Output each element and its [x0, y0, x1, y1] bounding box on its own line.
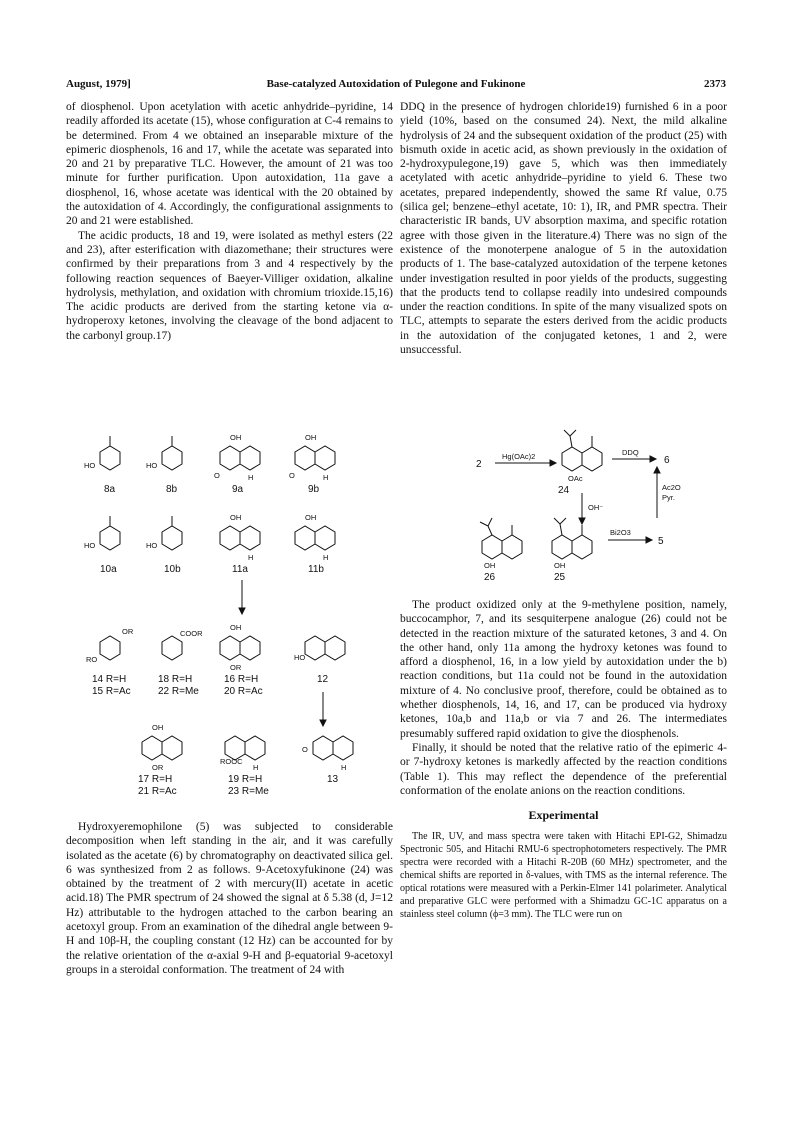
structure-label: 18 R=H [158, 674, 193, 685]
structure-label: 8b [166, 484, 178, 495]
atom-label: OH [230, 623, 242, 632]
structure-label: 23 R=Me [228, 786, 269, 797]
structure-label: 15 R=Ac [92, 686, 131, 697]
paragraph: Hydroxyeremophilone (5) was subjected to considerable decomposition when left standing in the air, and it was carefully isolated as the acetate (6) by chromatography on deactivated silica gel. 6 was synthesized from 2 as follows. 9-Acetoxyfukinone (24) was obtained by the treatment of 2 with mercury(II) acetate in acetic acid.18) The PMR spectrum of 24 showed the signal at δ 5.38 (d, J=12 Hz) attributable to the hydrogen attached to the carbon bearing an acetoxyl group. From an examination of the dihedral angle between 9-H and 10β-H, the coupling constant (12 Hz) can be accounted for by the relative orientation of the α-axial 9-H and β-equatorial 9-acetoxyl groups in a steroidal conformation. The treatment of 24 with [66, 821, 393, 976]
atom-label: OR [230, 663, 242, 672]
structure-label: 9b [308, 484, 320, 495]
structure-label: 10b [164, 564, 181, 575]
right-column-top [400, 100, 727, 357]
label-oh: OH [484, 561, 496, 570]
scheme-start: 2 [476, 459, 482, 470]
structure-label: 20 R=Ac [224, 686, 263, 697]
structure-label: 22 R=Me [158, 686, 199, 697]
atom-label: HO [294, 653, 306, 662]
paragraph: of diosphenol. Upon acetylation with acetic anhydride–pyridine, 14 readily afforded its acetate (15), whose configuration at C-4 remains to be determined. From 4 we obtained an inseparable mixture of the epimeric diosphenols, 16 and 17, while the acetate was separated into 20 and 21 by preparative TLC. However, the amount of 21 was too minute for further purification. Upon autoxidation, 11a gave a diosphenol, 16, whose acetate was identical with the 20 obtained by the autoxidation of 4. Accordingly, the configurational assignments to 20 and 21 were established. [66, 101, 393, 228]
section-heading: Experimental [528, 808, 599, 823]
atom-label: ROOC [220, 757, 243, 766]
structures-figure [80, 430, 400, 815]
reagent-ddq: DDQ [622, 448, 639, 457]
structure-label: 14 R=H [92, 674, 127, 685]
compound-5-label: 5 [658, 536, 664, 547]
left-column-bottom [66, 820, 393, 977]
atom-label: OR [122, 627, 134, 636]
reagent-oh: OH⁻ [588, 503, 604, 512]
reaction-scheme [470, 418, 730, 588]
paragraph: The product oxidized only at the 9-methylene position, namely, buccocamphor, 7, and its sesquiterpene analogue (26) could not be detected in the reaction mixture of the saturated ketones, 3 and 4. On the other hand, only 11a among the hydroxy ketones was found to afford a diosphenol, 16, in a low yield by autoxidation under the b) reaction conditions, but 11a could not be found in the autoxidation mixture of 4. No conclusive proof, therefore, could be obtained as to whether diosphenols, 14, 16, and 17, can be produced via hydroxy ketones, 10a,b and 11a,b or via 7 and 26. The intermediates presumably suffered rapid oxidation to give the diosphenols. [400, 599, 727, 740]
atom-label: COOR [180, 629, 203, 638]
structure-label: 11a [232, 564, 248, 575]
structure-label: 17 R=H [138, 774, 173, 785]
atom-label: O [289, 471, 295, 480]
atom-label: H [323, 553, 329, 562]
atom-label: O [214, 471, 220, 480]
structure-label: 11b [308, 564, 324, 575]
atom-label: H [341, 763, 347, 772]
atom-label: OH [152, 723, 164, 732]
structures-svg [80, 430, 400, 815]
right-column-bottom [400, 598, 727, 921]
atom-label: OH [230, 513, 242, 522]
reagent-ac2o: Ac2O [662, 483, 681, 492]
atom-label: H [253, 763, 259, 772]
compound-24-label: 24 [558, 485, 570, 496]
scheme-svg [470, 418, 730, 588]
structure-label: 13 [327, 774, 339, 785]
atom-label: OH [230, 433, 242, 442]
header-title: Base-catalyzed Autoxidation of Pulegone and Fukinone [266, 78, 526, 90]
atom-label: HO [84, 541, 96, 550]
atom-label: HO [84, 461, 96, 470]
structure-label: 16 R=H [224, 674, 259, 685]
label-oh: OH [554, 561, 566, 570]
atom-label: O [302, 745, 308, 754]
atom-label: H [248, 473, 254, 482]
atom-label: HO [146, 541, 158, 550]
page-number: 2373 [704, 78, 726, 90]
reagent-pyr: Pyr. [662, 493, 675, 502]
left-column-top [66, 100, 393, 343]
atom-label: H [323, 473, 329, 482]
atom-label: HO [146, 461, 158, 470]
atom-label: OR [152, 763, 164, 772]
structure-label: 12 [317, 674, 329, 685]
compound-6-label: 6 [664, 455, 670, 466]
experimental-text: The IR, UV, and mass spectra were taken with Hitachi EPI-G2, Shimadzu Spectronic 505, and Hitachi RMU-6 spectrophotometers respectively. The PMR spectra were recorded with a Hitachi R-20B (60 MHz) spectrometer, and the chemical shifts are reported in δ-values, with TMS as the internal reference. The optical rotations were measured with a Perkin-Elmer 141 polarimeter. Analytical and preparative GLC were performed with a Shimadzu GC-1C apparatus on a stainless steel column (ϕ=3 mm). The TLC were run on [400, 831, 727, 921]
atom-label: OH [305, 433, 317, 442]
structure-label: 21 R=Ac [138, 786, 177, 797]
structure-label: 10a [100, 564, 117, 575]
reagent-bi2o3: Bi2O3 [610, 528, 631, 537]
label-oac: OAc [568, 474, 583, 483]
atom-label: H [248, 553, 254, 562]
running-header [66, 78, 726, 94]
header-date: August, 1979] [66, 78, 131, 90]
compound-25-label: 25 [554, 572, 566, 583]
atom-label: RO [86, 655, 98, 664]
atom-label: OH [305, 513, 317, 522]
paragraph: Finally, it should be noted that the relative ratio of the epimeric 4- or 7-hydroxy ketones is markedly affected by the reaction conditions (Table 1). This may reflect the dependence of the preferential conformation of the enolate anions on the reaction conditions. [400, 741, 727, 797]
reagent-hg: Hg(OAc)2 [502, 452, 536, 461]
paragraph: The acidic products, 18 and 19, were isolated as methyl esters (22 and 23), after esterification with diazomethane; their structures were confirmed by their preparations from 3 and 4 respectively by the following reaction sequences of Baeyer-Villiger oxidation, alkaline hydrolysis, methylation, and oxidation with chromium trioxide.15,16) The acidic products are derived from the starting ketone via α-hydroperoxy ketones, involving the cleavage of the bond adjacent to the carbonyl group.17) [66, 229, 393, 342]
compound-26-label: 26 [484, 572, 496, 583]
structure-label: 9a [232, 484, 244, 495]
structure-label: 19 R=H [228, 774, 263, 785]
structure-label: 8a [104, 484, 116, 495]
paragraph: DDQ in the presence of hydrogen chloride19) furnished 6 in a poor yield (10%, based on the consumed 24). Next, the mild alkaline hydrolysis of 24 and the subsequent oxidation of the product (25) with bismuth oxide in acetic acid, as shown previously in the oxidation of 2-hydroxypulegone,19) gave 5, which was then immediately acetylated with acetic anhydride–pyridine to yield 6. These two acetates, prepared independently, showed the same Rf value, 0.75 (silica gel; benzene–ethyl acetate, 10: 1), IR, and PMR spectra. Their characteristic IR bands, UV absorption maxima, and specific rotation agree with those given in the literature.4) There was no sign of the existence of the monoterpene analogue of 5 in the autoxidation products of 1. The base-catalyzed autoxidation of the terpene ketones under investigation resulted in poor yields of the products, suggesting that the products tend to collapse readily into undesired compounds under the reaction conditions. In spite of the many visualized spots on TLC, attempts to separate the esters derived from the acidic products in the autoxidation of the conjugated ketones, 1 and 2, were unsuccessful. [400, 101, 727, 357]
